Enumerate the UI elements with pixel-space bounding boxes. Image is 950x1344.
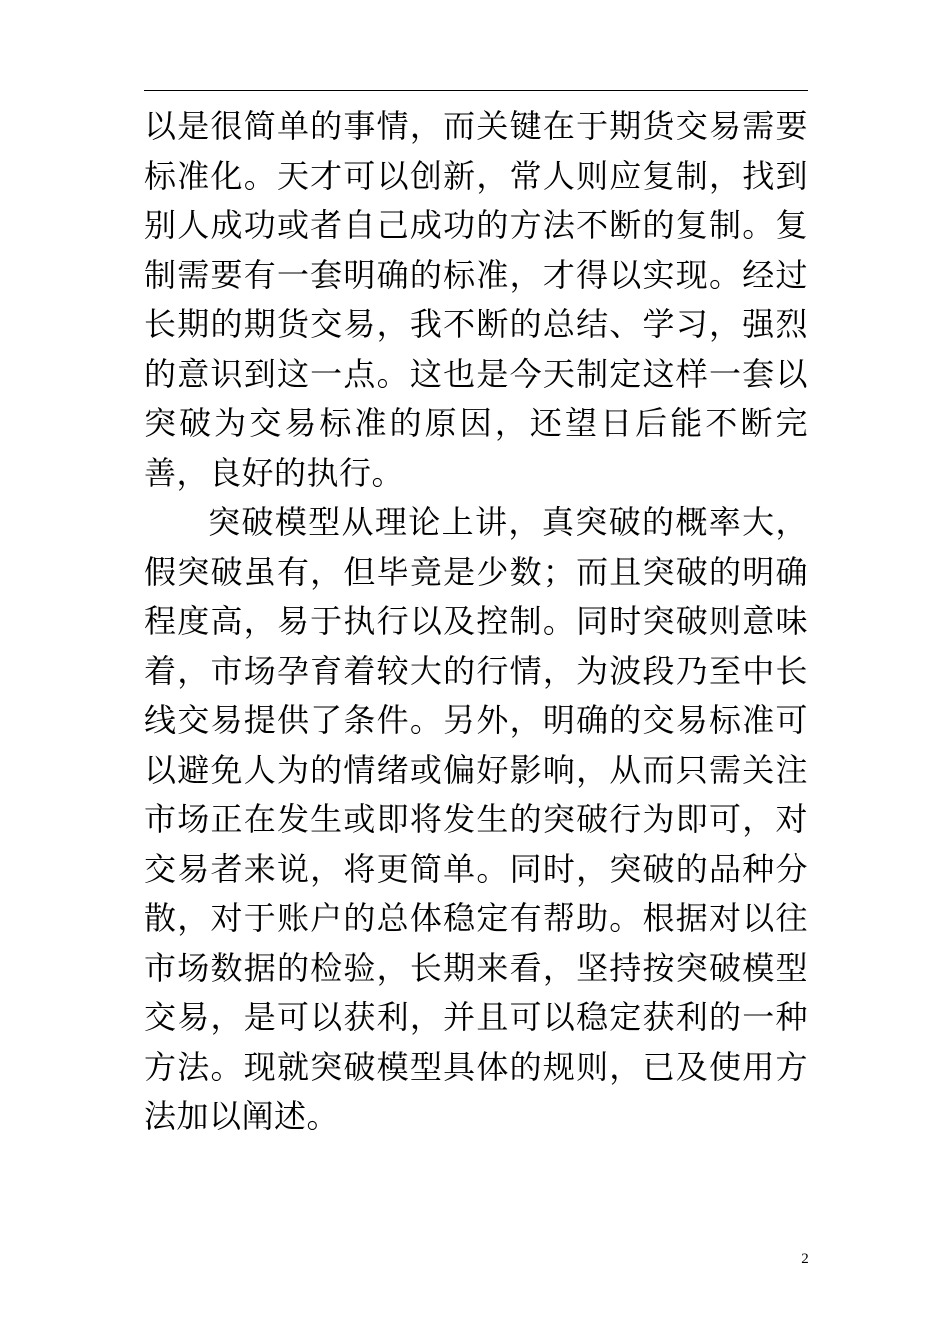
- header-rule: [144, 90, 808, 91]
- document-body: [144, 102, 808, 1142]
- page-number: 2: [801, 1251, 809, 1267]
- paragraph-breakout-model: 突破模型从理论上讲，真突破的概率大，假突破虽有，但毕竟是少数；而且突破的明确程度高，易于执行以及控制。同时突破则意味着，市场孕育着较大的行情，为波段乃至中长线交易提供了条件。另外，明确的交易标准可以避免人为的情绪或偏好影响，从而只需关注市场正在发生或即将发生的突破行为即可，对交易者来说，将更简单。同时，突破的品种分散，对于账户的总体稳定有帮助。根据对以往市场数据的检验，长期来看，坚持按突破模型交易，是可以获利，并且可以稳定获利的一种方法。现就突破模型具体的规则，已及使用方法加以阐述。: [144, 503, 808, 1135]
- paragraph-continuation: 以是很简单的事情，而关键在于期货交易需要标准化。天才可以创新，常人则应复制，找到别人成功或者自己成功的方法不断的复制。复制需要有一套明确的标准，才得以实现。经过长期的期货交易，我不断的总结、学习，强烈的意识到这一点。这也是今天制定这样一套以突破为交易标准的原因，还望日后能不断完善，良好的执行。: [144, 107, 808, 492]
